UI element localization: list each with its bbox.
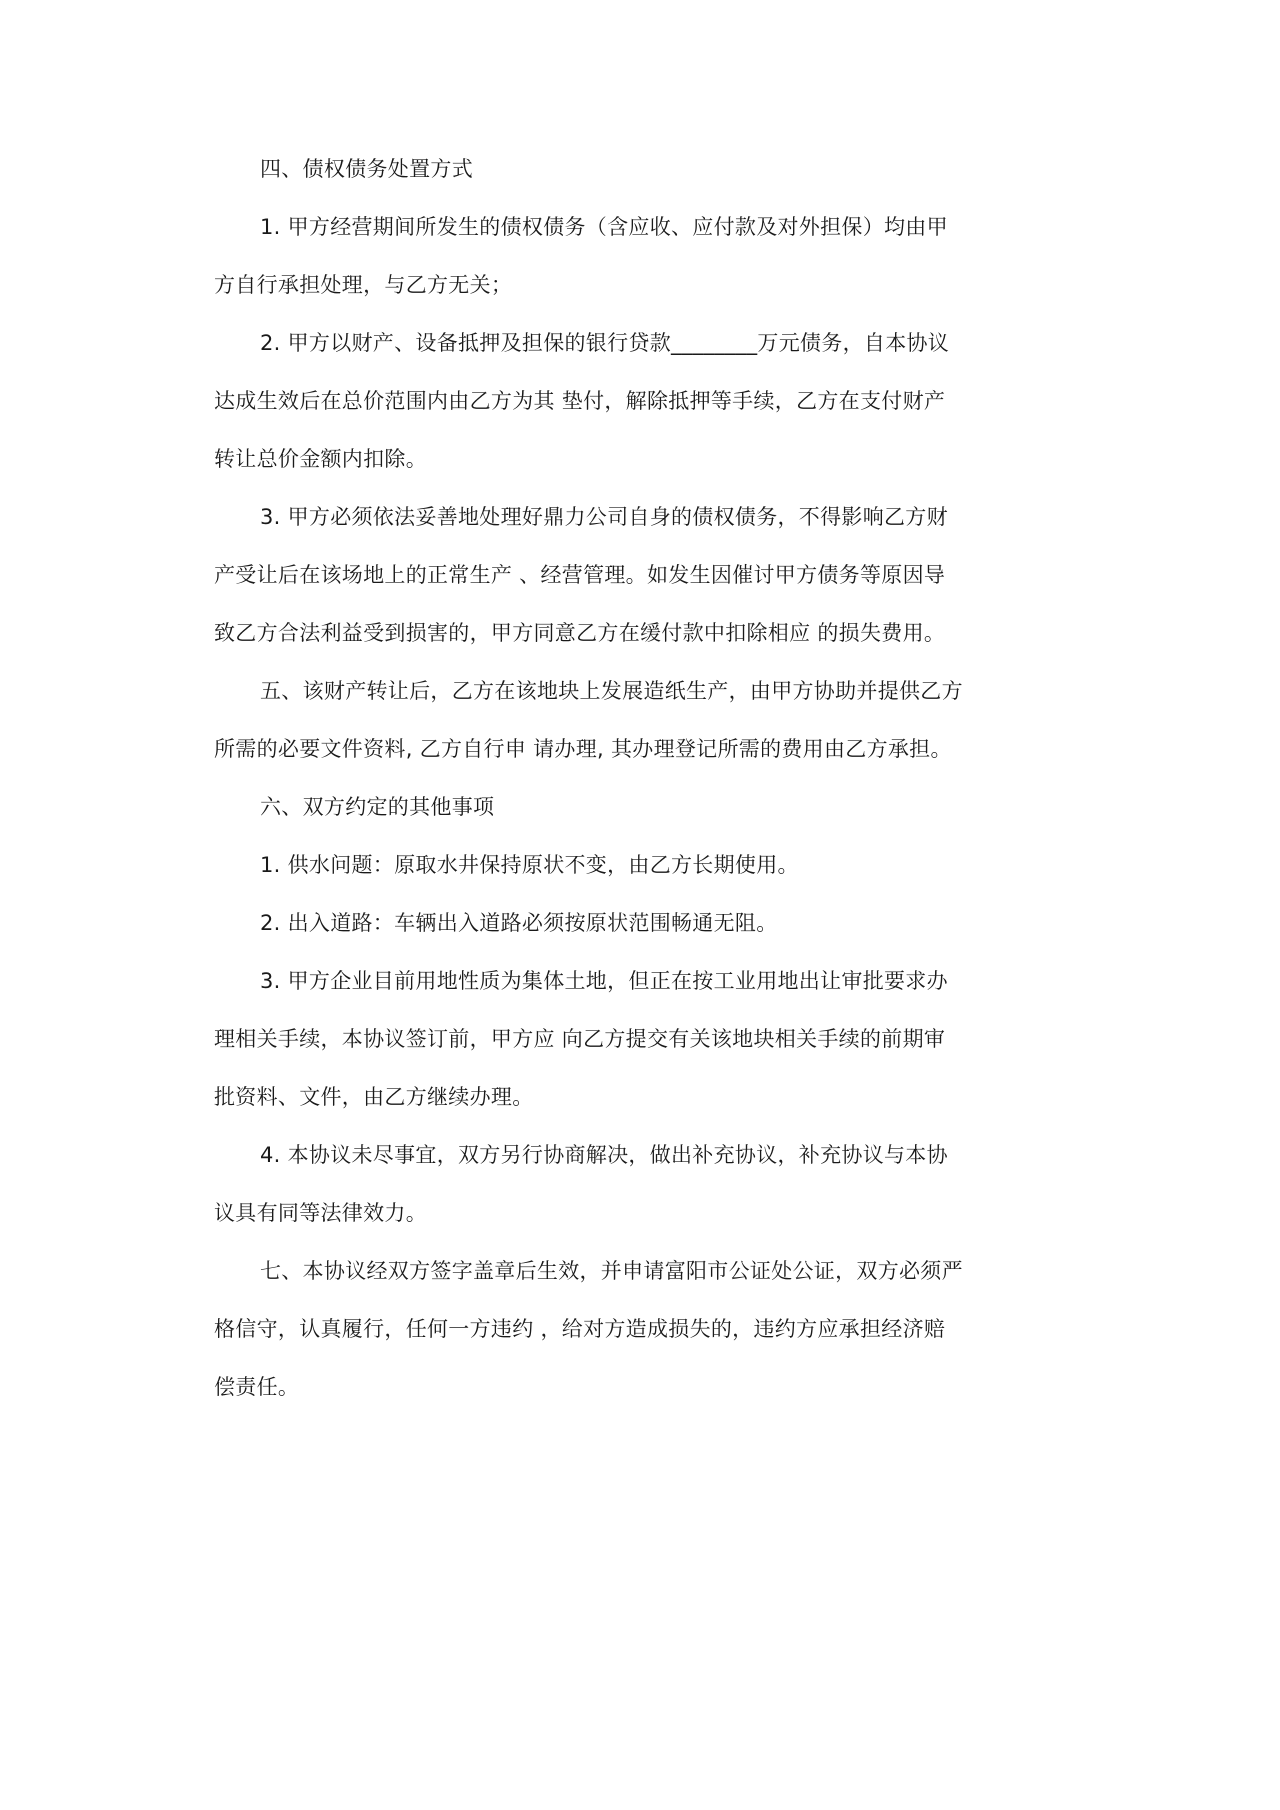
clause-6-1 (168, 836, 944, 894)
clause-6-4 (168, 1126, 948, 1242)
text-line: 四、债权债务处置方式 (260, 157, 473, 181)
text-line: 偿责任。 (214, 1375, 300, 1399)
clause-6-2 (168, 894, 944, 952)
clause-4-1 (168, 198, 948, 314)
text-line: 格信守，认真履行，任何一方违约 ，给对方造成损失的，违约方应承担经济赔 (214, 1317, 946, 1341)
text-line: 议具有同等法律效力。 (214, 1201, 427, 1225)
text-line: 五、该财产转让后，乙方在该地块上发展造纸生产，由甲方协助并提供乙方 (260, 679, 963, 703)
text-line: 2. 甲方以财产、设备抵押及担保的银行贷款________万元债务，自本协议 (260, 331, 950, 355)
text-line: 所需的必要文件资料, 乙方自行申 请办理, 其办理登记所需的费用由乙方承担。 (214, 737, 952, 761)
text-line: 方自行承担处理，与乙方无关； (214, 273, 513, 297)
text-line: 4. 本协议未尽事宜，双方另行协商解决，做出补充协议，补充协议与本协 (260, 1143, 948, 1167)
section-heading-4 (168, 140, 944, 198)
clause-6-3 (168, 952, 948, 1126)
text-line: 致乙方合法利益受到损害的，甲方同意乙方在缓付款中扣除相应 的损失费用。 (214, 621, 946, 645)
text-line: 七、本协议经双方签字盖章后生效，并申请富阳市公证处公证，双方必须严 (260, 1259, 963, 1283)
section-5 (168, 662, 963, 778)
text-line: 1. 甲方经营期间所发生的债权债务（含应收、应付款及对外担保）均由甲 (260, 215, 948, 239)
text-line: 批资料、文件，由乙方继续办理。 (214, 1085, 534, 1109)
section-heading-6 (168, 778, 944, 836)
text-line: 达成生效后在总价范围内由乙方为其 垫付，解除抵押等手续，乙方在支付财产 (214, 389, 946, 413)
clause-4-2 (168, 314, 950, 488)
text-line: 六、双方约定的其他事项 (260, 795, 495, 819)
section-7 (168, 1242, 963, 1416)
text-line: 理相关手续，本协议签订前，甲方应 向乙方提交有关该地块相关手续的前期审 (214, 1027, 946, 1051)
text-line: 1. 供水问题：原取水井保持原状不变，由乙方长期使用。 (260, 853, 799, 877)
text-line: 3. 甲方企业目前用地性质为集体土地，但正在按工业用地出让审批要求办 (260, 969, 948, 993)
document-page (168, 140, 963, 1416)
clause-4-3 (168, 488, 948, 662)
text-line: 产受让后在该场地上的正常生产 、经营管理。如发生因催讨甲方债务等原因导 (214, 563, 946, 587)
text-line: 转让总价金额内扣除。 (214, 447, 427, 471)
text-line: 3. 甲方必须依法妥善地处理好鼎力公司自身的债权债务，不得影响乙方财 (260, 505, 948, 529)
text-line: 2. 出入道路：车辆出入道路必须按原状范围畅通无阻。 (260, 911, 778, 935)
